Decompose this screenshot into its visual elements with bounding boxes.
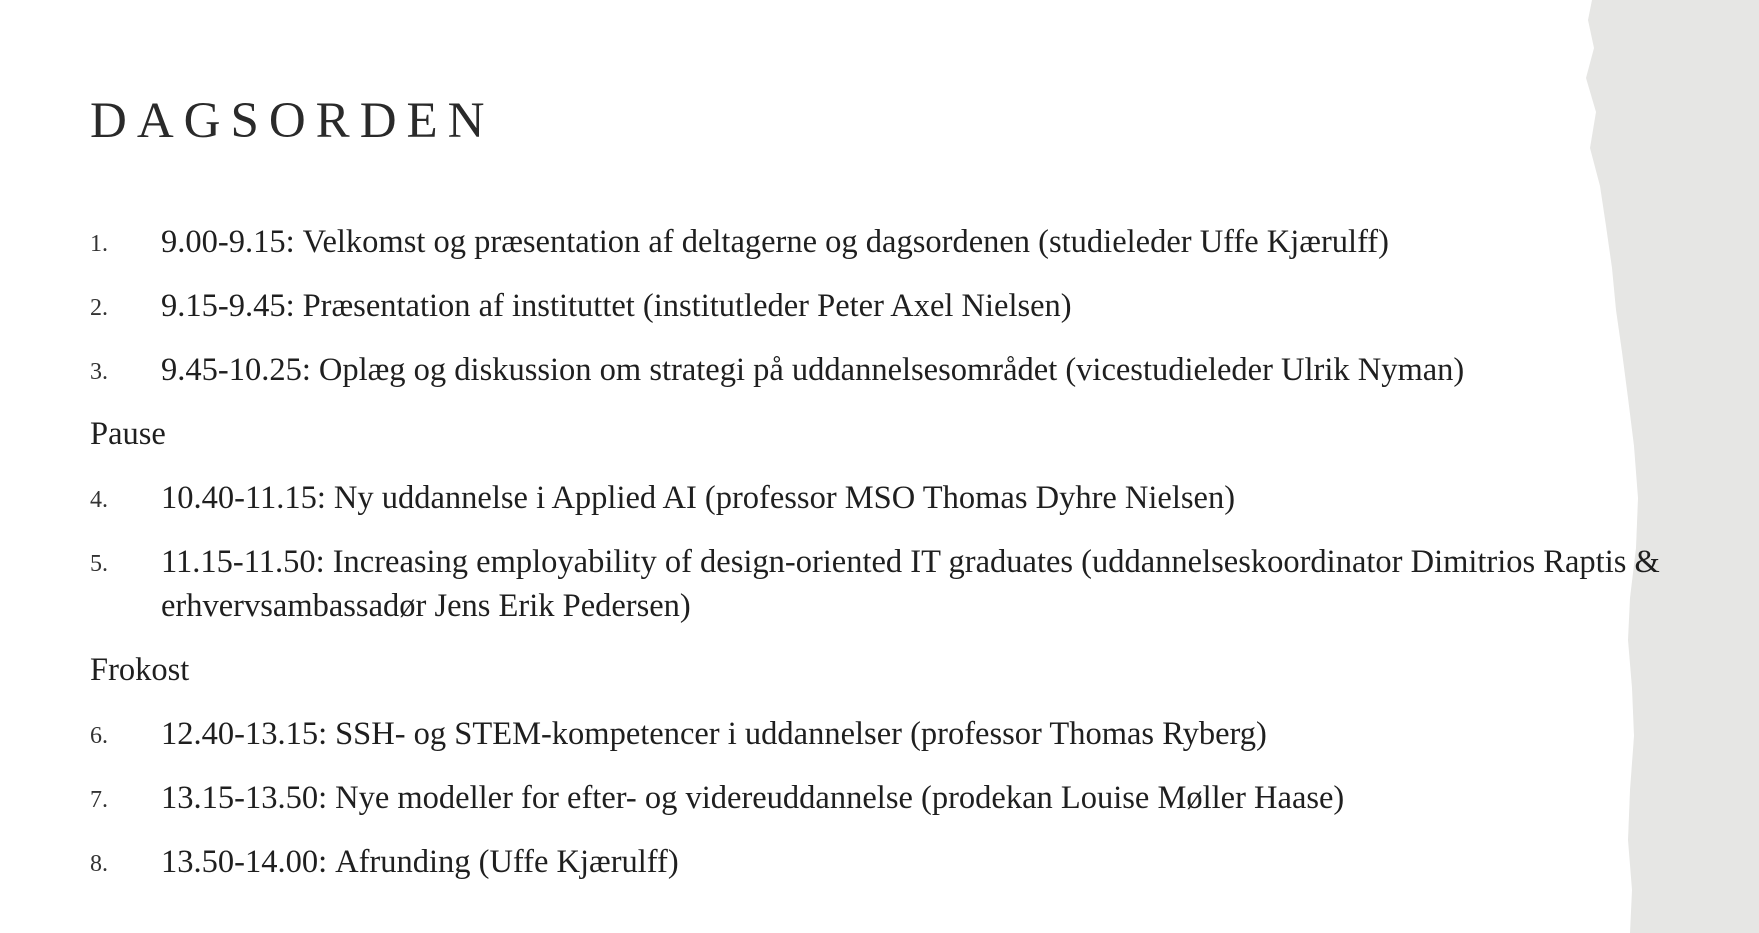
agenda-item-text: Ny uddannelse i Applied AI (professor MSO Thomas Dyhre Nielsen) — [333, 480, 1236, 516]
agenda-item-time: 9.00-9.15: — [161, 224, 295, 260]
agenda-item-text: Afrunding (Uffe Kjærulff) — [335, 844, 679, 880]
agenda-item-text: Præsentation af instituttet (institutleder Peter Axel Nielsen) — [302, 288, 1072, 324]
agenda-item — [90, 284, 1710, 328]
agenda-break: Frokost — [90, 652, 190, 688]
agenda-item-time: 12.40-13.15: — [161, 716, 328, 752]
agenda-item — [90, 776, 1710, 820]
agenda-item-time: 9.15-9.45: — [161, 288, 295, 324]
agenda-item-text: Increasing employability of design-oriented IT graduates (uddannelseskoordinator Dimitrios Raptis & erhvervsambassadør Jens Erik Pedersen) — [161, 544, 1660, 624]
slide-title: DAGSORDEN — [90, 93, 495, 149]
agenda-item-time: 9.45-10.25: — [161, 352, 311, 388]
agenda-item-text: Oplæg og diskussion om strategi på uddannelsesområdet (vicestudieleder Ulrik Nyman) — [318, 352, 1465, 388]
agenda-item — [90, 220, 1710, 264]
agenda-item-text: Velkomst og præsentation af deltagerne og dagsordenen (studieleder Uffe Kjærulff) — [302, 224, 1389, 260]
agenda-item — [90, 840, 1710, 884]
agenda-item-time: 10.40-11.15: — [161, 480, 326, 516]
agenda-item-number: 7. — [90, 787, 108, 813]
agenda-item — [90, 712, 1710, 756]
agenda-item — [90, 476, 1710, 520]
agenda-item-text: SSH- og STEM-kompetencer i uddannelser (professor Thomas Ryberg) — [335, 716, 1267, 752]
agenda-item-time: 13.15-13.50: — [161, 780, 328, 816]
agenda-item-time: 11.15-11.50: — [161, 544, 325, 580]
agenda-item — [90, 348, 1710, 392]
agenda-item-text: Nye modeller for efter- og videreuddannelse (prodekan Louise Møller Haase) — [335, 780, 1345, 816]
agenda-item-number: 4. — [90, 487, 108, 513]
agenda-item-number: 2. — [90, 295, 108, 321]
agenda-item-number: 8. — [90, 851, 108, 877]
agenda-item-number: 3. — [90, 359, 108, 385]
agenda-item-number: 1. — [90, 231, 108, 257]
agenda-item-number: 5. — [90, 551, 108, 577]
agenda-item-number: 6. — [90, 723, 108, 749]
agenda-item — [90, 540, 1710, 628]
agenda-item-time: 13.50-14.00: — [161, 844, 328, 880]
agenda-break: Pause — [90, 416, 166, 452]
agenda-list — [90, 220, 1710, 904]
